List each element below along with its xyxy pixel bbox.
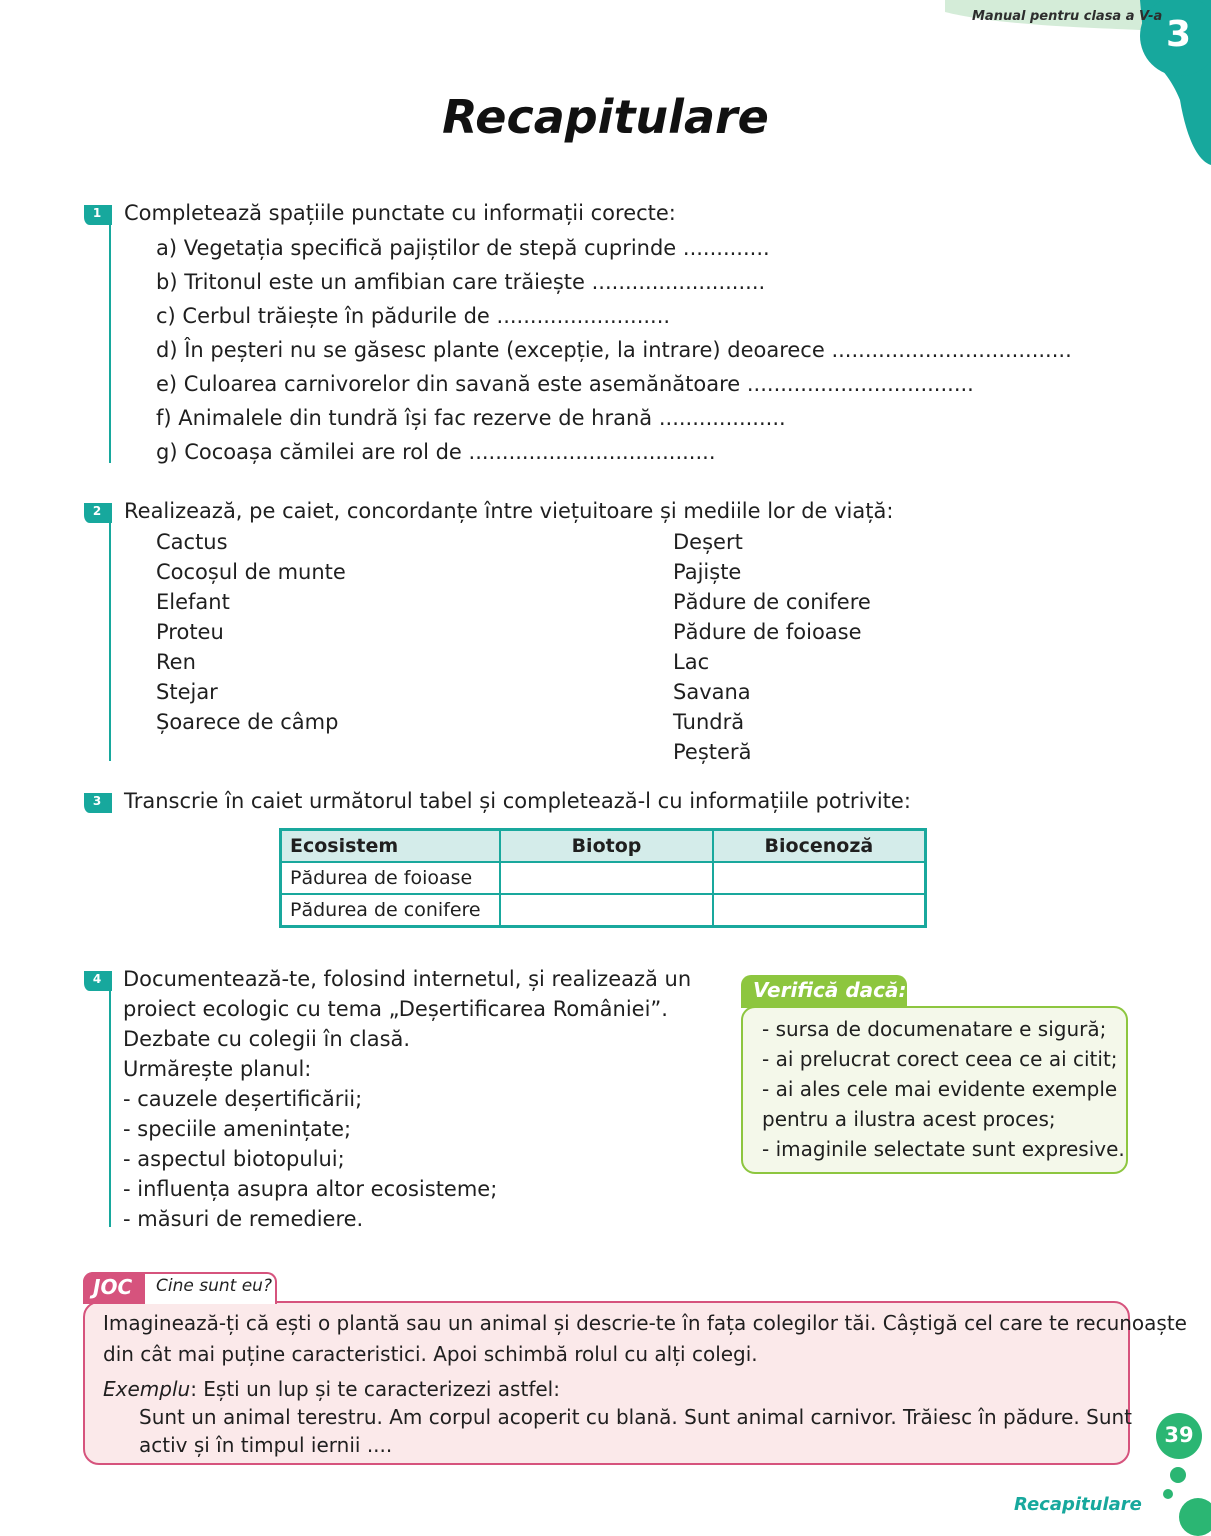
table-header-cell: Ecosistem — [281, 830, 501, 863]
verifica-line: - sursa de documenatare e sigură; — [762, 1017, 1107, 1041]
exercise-4-line: - cauzele deșertificării; — [123, 1087, 363, 1111]
exercise-4-line: proiect ecologic cu tema „Deșertificarea României”. — [123, 997, 668, 1021]
verifica-line: pentru a ilustra acest proces; — [762, 1107, 1056, 1131]
organism-item: Ren — [156, 650, 196, 674]
habitat-item: Pădure de foioase — [673, 620, 862, 644]
table-cell: Pădurea de foioase — [281, 862, 501, 894]
exercise-1-number: 1 — [92, 206, 102, 220]
exercise-1-item: f) Animalele din tundră își fac rezerve de hrană ................... — [156, 406, 786, 430]
exercise-1-item: c) Cerbul trăiește în pădurile de .......................... — [156, 304, 671, 328]
exercise-4-line: - influența asupra altor ecosisteme; — [123, 1177, 498, 1201]
table-cell — [713, 894, 926, 927]
table-row — [281, 862, 926, 894]
habitat-item: Pajiște — [673, 560, 742, 584]
exercise-1-prompt: Completează spațiile punctate cu informații corecte: — [124, 201, 676, 225]
exercise-4-line: - aspectul biotopului; — [123, 1147, 345, 1171]
organism-item: Stejar — [156, 680, 218, 704]
exercise-4-line: Dezbate cu colegii în clasă. — [123, 1027, 411, 1051]
exercise-2-prompt: Realizează, pe caiet, concordanțe între viețuitoare și mediile lor de viață: — [124, 499, 894, 523]
table-cell — [500, 894, 713, 927]
exercise-4-line: - măsuri de remediere. — [123, 1207, 364, 1231]
joc-paragraph-line: din cât mai puține caracteristici. Apoi schimbă rolul cu alți colegi. — [103, 1342, 758, 1366]
exercise-4-line: Documentează-te, folosind internetul, și realizează un — [123, 967, 692, 991]
decor-dot — [1163, 1489, 1173, 1499]
exercise-1-rule — [109, 225, 111, 463]
table-cell — [713, 862, 926, 894]
verifica-line: - ai prelucrat corect ceea ce ai citit; — [762, 1047, 1118, 1071]
organism-item: Șoarece de câmp — [156, 710, 339, 734]
decor-dot — [1170, 1467, 1186, 1483]
verifica-title-tab — [741, 975, 907, 1008]
organism-item: Cactus — [156, 530, 228, 554]
habitat-item: Peșteră — [673, 740, 752, 764]
habitat-item: Lac — [673, 650, 710, 674]
ecosystem-table — [279, 828, 927, 928]
joc-paragraph-line: Imaginează-ți că ești o plantă sau un animal și descrie-te în fața colegilor tăi. Câștigă cel care te recunoaște — [103, 1311, 1187, 1335]
joc-example-label: Exemplu — [103, 1377, 191, 1401]
table-cell: Pădurea de conifere — [281, 894, 501, 927]
habitat-item: Savana — [673, 680, 751, 704]
joc-label: JOC — [93, 1275, 133, 1299]
joc-label-badge — [83, 1272, 145, 1304]
exercise-4-line: Urmărește planul: — [123, 1057, 312, 1081]
joc-example-intro — [103, 1374, 560, 1404]
exercise-1-item: d) În peșteri nu se găsesc plante (excepție, la intrare) deoarece .................................... — [156, 338, 1072, 362]
exercise-2-marker — [84, 503, 112, 523]
decor-dot — [1179, 1498, 1211, 1536]
joc-example-line: activ și în timpul iernii .... — [139, 1433, 393, 1457]
joc-subtitle: Cine sunt eu? — [156, 1276, 272, 1296]
exercise-4-number: 4 — [92, 972, 102, 986]
joc-example-text: : Ești un lup și te caracterizezi astfel: — [190, 1377, 560, 1401]
verifica-line: - ai ales cele mai evidente exemple — [762, 1077, 1118, 1101]
exercise-2-number: 2 — [92, 504, 102, 518]
habitat-item: Deșert — [673, 530, 743, 554]
footer-section-title: Recapitulare — [1014, 1494, 1142, 1515]
exercise-4-marker — [84, 971, 112, 991]
verifica-title: Verifică dacă: — [753, 978, 907, 1002]
exercise-3-number: 3 — [92, 794, 102, 808]
book-label: Manual pentru clasa a V-a — [972, 9, 1163, 24]
verifica-line: - imaginile selectate sunt expresive. — [762, 1137, 1125, 1161]
table-header-cell: Biotop — [500, 830, 713, 863]
exercise-3-marker — [84, 793, 112, 813]
organism-item: Cocoșul de munte — [156, 560, 346, 584]
chapter-number: 3 — [1166, 14, 1192, 55]
exercise-4-rule — [109, 991, 111, 1227]
exercise-1-item: g) Cocoașa cămilei are rol de ..................................... — [156, 440, 716, 464]
page-number: 39 — [1164, 1423, 1194, 1447]
table-cell — [500, 862, 713, 894]
habitat-item: Tundră — [673, 710, 745, 734]
exercise-1-item: e) Culoarea carnivorelor din savană este asemănătoare .................................. — [156, 372, 974, 396]
organism-item: Proteu — [156, 620, 224, 644]
exercise-1-item: a) Vegetația specifică pajiștilor de stepă cuprinde ............. — [156, 236, 770, 260]
page-title: Recapitulare — [442, 90, 769, 144]
organism-item: Elefant — [156, 590, 230, 614]
exercise-1-marker — [84, 205, 112, 225]
exercise-2-rule — [109, 523, 111, 761]
joc-example-line: Sunt un animal terestru. Am corpul acoperit cu blană. Sunt animal carnivor. Trăiesc în pădure. Sunt — [139, 1405, 1133, 1429]
table-header-cell: Biocenoză — [713, 830, 926, 863]
exercise-4-line: - speciile amenințate; — [123, 1117, 352, 1141]
habitat-item: Pădure de conifere — [673, 590, 871, 614]
exercise-1-item: b) Tritonul este un amfibian care trăiește .......................... — [156, 270, 766, 294]
table-header-row — [281, 830, 926, 863]
exercise-3-prompt: Transcrie în caiet următorul tabel și completează-l cu informațiile potrivite: — [124, 789, 911, 813]
table-row — [281, 894, 926, 927]
